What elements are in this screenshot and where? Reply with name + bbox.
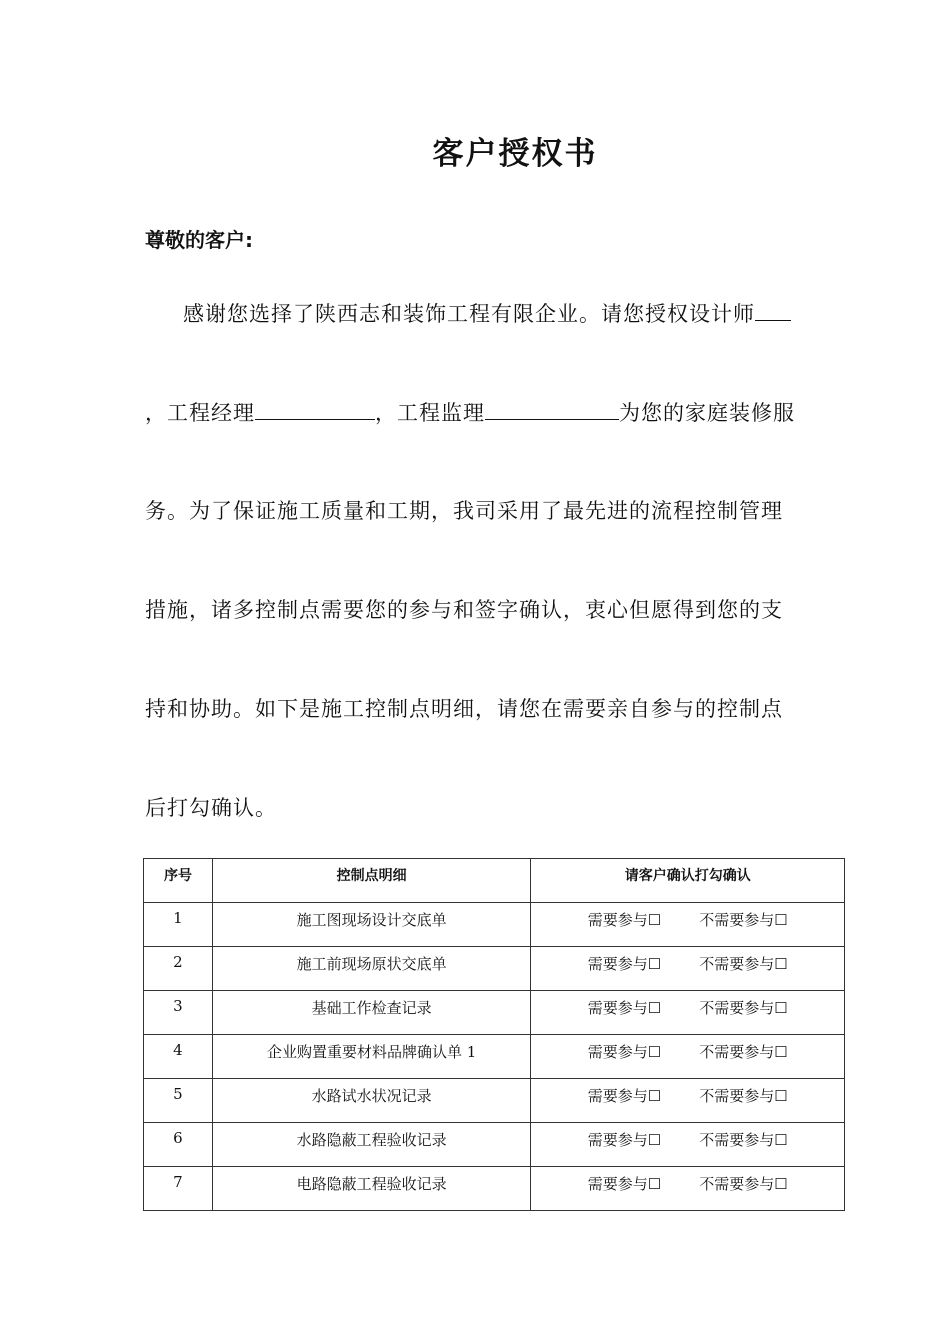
row-detail: 基础工作检查记录 [212,991,531,1035]
row-confirm [531,903,845,947]
row-confirm [531,1079,845,1123]
designer-blank[interactable] [755,298,791,321]
row-number: 6 [144,1123,213,1167]
need-participate-checkbox[interactable]: 需要参与☐ [587,999,662,1017]
paragraph-text: ，工程经理 [145,401,255,425]
table-row [144,947,845,991]
table-row [144,1035,845,1079]
greeting: 尊敬的客户: [145,228,253,252]
row-detail: 水路隐蔽工程验收记录 [212,1123,531,1167]
row-confirm [531,1035,845,1079]
paragraph-line-5: 持和协助。如下是施工控制点明细，请您在需要亲自参与的控制点 [145,697,783,721]
table-row [144,1123,845,1167]
row-confirm [531,1167,845,1211]
header-detail: 控制点明细 [212,859,531,903]
header-confirm: 请客户确认打勾确认 [531,859,845,903]
paragraph-line-4: 措施，诸多控制点需要您的参与和签字确认，衷心但愿得到您的支 [145,598,783,622]
no-need-participate-checkbox[interactable]: 不需要参与☐ [699,1131,788,1149]
supervisor-blank[interactable] [485,397,619,420]
no-need-participate-checkbox[interactable]: 不需要参与☐ [699,1175,788,1193]
row-confirm [531,947,845,991]
row-number: 2 [144,947,213,991]
table-row [144,1079,845,1123]
row-number: 3 [144,991,213,1035]
no-need-participate-checkbox[interactable]: 不需要参与☐ [699,1043,788,1061]
row-number: 7 [144,1167,213,1211]
need-participate-checkbox[interactable]: 需要参与☐ [587,1131,662,1149]
no-need-participate-checkbox[interactable]: 不需要参与☐ [699,911,788,929]
document-title: 客户授权书 [432,136,598,172]
row-detail: 企业购置重要材料品牌确认单 1 [212,1035,531,1079]
row-detail: 电路隐蔽工程验收记录 [212,1167,531,1211]
table-row [144,1167,845,1211]
row-number: 4 [144,1035,213,1079]
header-number: 序号 [144,859,213,903]
need-participate-checkbox[interactable]: 需要参与☐ [587,911,662,929]
table-header-row [144,859,845,903]
paragraph-text: ，工程监理 [375,401,485,425]
need-participate-checkbox[interactable]: 需要参与☐ [587,1087,662,1105]
row-detail: 水路试水状况记录 [212,1079,531,1123]
paragraph-line-6: 后打勾确认。 [145,796,277,820]
need-participate-checkbox[interactable]: 需要参与☐ [587,955,662,973]
table-row [144,903,845,947]
need-participate-checkbox[interactable]: 需要参与☐ [587,1175,662,1193]
no-need-participate-checkbox[interactable]: 不需要参与☐ [699,955,788,973]
row-confirm [531,1123,845,1167]
need-participate-checkbox[interactable]: 需要参与☐ [587,1043,662,1061]
no-need-participate-checkbox[interactable]: 不需要参与☐ [699,999,788,1017]
row-confirm [531,991,845,1035]
control-points-table [143,858,845,1211]
project-manager-blank[interactable] [255,397,375,420]
row-number: 5 [144,1079,213,1123]
row-number: 1 [144,903,213,947]
table-row [144,991,845,1035]
paragraph-line-2 [145,397,795,428]
paragraph-text: 感谢您选择了陕西志和装饰工程有限企业。请您授权设计师 [183,302,755,326]
row-detail: 施工前现场原状交底单 [212,947,531,991]
row-detail: 施工图现场设计交底单 [212,903,531,947]
paragraph-text: 为您的家庭装修服 [619,401,795,425]
no-need-participate-checkbox[interactable]: 不需要参与☐ [699,1087,788,1105]
paragraph-line-3: 务。为了保证施工质量和工期，我司采用了最先进的流程控制管理 [145,499,783,523]
paragraph-line-1 [183,298,791,329]
